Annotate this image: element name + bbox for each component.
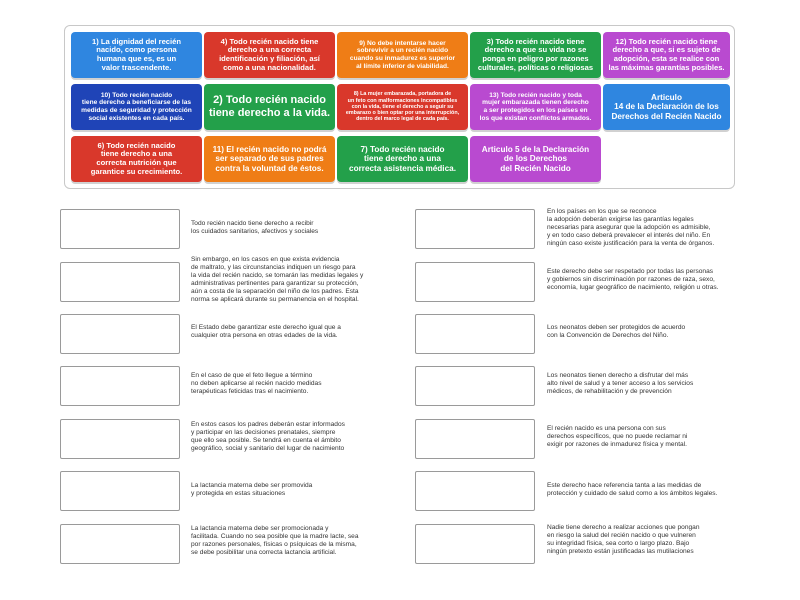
answer-tile-11[interactable]: 6) Todo recién nacido tiene derecho a una correcta nutrición que garantice su crecimiento. [71, 136, 202, 182]
drop-zone[interactable] [60, 209, 180, 249]
description-text: Este derecho hace referencia tanta a las medidas de protección y cuidado de salud como a los ámbitos legales. [547, 482, 718, 497]
answer-tile-8[interactable]: 8) La mujer embarazada, portadora de un feto con malformaciones incompatibles con la vida, tiene el derecho a seguir su embarazo o bien optar por una interrupción, dentro del marco legal de cada país. [337, 84, 468, 130]
description-text: Sin embargo, en los casos en que exista evidencia de maltrato, y las circunstancias indiquen un riesgo para la vida del recién nacido, se tomarán las medidas legales y administrativas pertinentes para garantizar su protección, aún a costa de la separación del niño de los padres. Esta norma se aplicará durante su permanencia en el hospital. [191, 256, 364, 303]
description-text: Todo recién nacido tiene derecho a recibir los cuidados sanitarios, afectivos y sociales [191, 220, 319, 235]
answer-tile-12[interactable]: 11) El recién nacido no podrá ser separado de sus padres contra la voluntad de éstos. [204, 136, 335, 182]
description-text: La lactancia materna debe ser promovida y protegida en estas situaciones [191, 482, 313, 497]
answer-tile-9[interactable]: 13) Todo recién nacido y toda mujer embarazada tienen derecho a ser protegidos en los países en los que existan conflictos armados. [470, 84, 601, 130]
description-text: La lactancia materna debe ser promocionada y facilitada. Cuando no sea posible que la madre lacte, sea por razones personales, físicas o psíquicas de la misma, se debe posibilitar una correcta lactancia artificial. [191, 525, 359, 556]
answer-tile-1[interactable]: 1) La dignidad del recién nacido, como persona humana que es, es un valor trascendente. [71, 32, 202, 78]
answer-tile-2[interactable]: 4) Todo recién nacido tiene derecho a una correcta identificación y filiación, así como a una nacionalidad. [204, 32, 335, 78]
answer-tile-bank [64, 25, 735, 189]
answer-tile-6[interactable]: 10) Todo recién nacido tiene derecho a beneficiarse de las medidas de seguridad y protección social existentes en cada país. [71, 84, 202, 130]
drop-zone[interactable] [60, 524, 180, 564]
drop-zone[interactable] [415, 209, 535, 249]
answer-tile-14[interactable]: Articulo 5 de la Declaración de los Derechos del Recién Nacido [470, 136, 601, 182]
drop-zone[interactable] [415, 314, 535, 354]
description-text: El recién nacido es una persona con sus derechos específicos, que no puede reclamar ni exigir por razones de inmadurez física y mental. [547, 425, 688, 448]
answer-tile-7[interactable]: 2) Todo recién nacido tiene derecho a la vida. [204, 84, 335, 130]
description-text: Los neonatos deben ser protegidos de acuerdo con la Convención de Derechos del Niño. [547, 324, 686, 339]
answer-tile-4[interactable]: 3) Todo recién nacido tiene derecho a que su vida no se ponga en peligro por razones culturales, políticas o religiosas [470, 32, 601, 78]
drop-zone[interactable] [415, 419, 535, 459]
answer-tile-10[interactable]: Articulo 14 de la Declaración de los Derechos del Recién Nacido [603, 84, 730, 130]
description-text: El Estado debe garantizar este derecho igual que a cualquier otra persona en otras edades de la vida. [191, 324, 341, 339]
drop-zone[interactable] [60, 262, 180, 302]
drop-zone[interactable] [60, 366, 180, 406]
drop-zone[interactable] [415, 471, 535, 511]
drop-zone[interactable] [60, 419, 180, 459]
answer-tile-5[interactable]: 12) Todo recién nacido tiene derecho a que, si es sujeto de adopción, esta se realice con las máximas garantías posibles. [603, 32, 730, 78]
drop-zone[interactable] [415, 262, 535, 302]
answer-tile-3[interactable]: 9) No debe intentarse hacer sobrevivir a un recién nacido cuando su inmadurez es superior al límite inferior de viabilidad. [337, 32, 468, 78]
drop-zone[interactable] [60, 471, 180, 511]
description-text: Este derecho debe ser respetado por todas las personas y gobiernos sin discriminación por razones de raza, sexo, economía, lugar geográfico de nacimiento, religión u otras. [547, 268, 719, 291]
description-text: En el caso de que el feto llegue a término no deben aplicarse al recién nacido medidas terapéuticas feticidas tras el nacimiento. [191, 372, 322, 395]
drop-zone[interactable] [415, 524, 535, 564]
drop-zone[interactable] [60, 314, 180, 354]
description-text: En estos casos los padres deberán estar informados y participar en las decisiones prenatales, siempre que ello sea posible. Se tendrá en cuenta el ámbito geográfico, social y sanitario del lugar de nacimiento [191, 421, 345, 452]
answer-tile-13[interactable]: 7) Todo recién nacido tiene derecho a una correcta asistencia médica. [337, 136, 468, 182]
description-text: En los países en los que se reconoce la adopción deberán exigirse las garantías legales necesarias para asegurar que la adopción es admisible, y en todo caso deberá prevalecer el interés del niño. En ningún caso existe justificación para la venta de órganos. [547, 208, 715, 247]
drop-zone[interactable] [415, 366, 535, 406]
description-text: Los neonatos tienen derecho a disfrutar del más alto nivel de salud y a tener acceso a los servicios médicos, de rehabilitación y de prevención [547, 372, 694, 395]
description-text: Nadie tiene derecho a realizar acciones que pongan en riesgo la salud del recién nacido o que vulneren su integridad física, sea corto o largo plazo. Bajo ningún pretexto están justificadas las mutilaciones [547, 524, 700, 555]
